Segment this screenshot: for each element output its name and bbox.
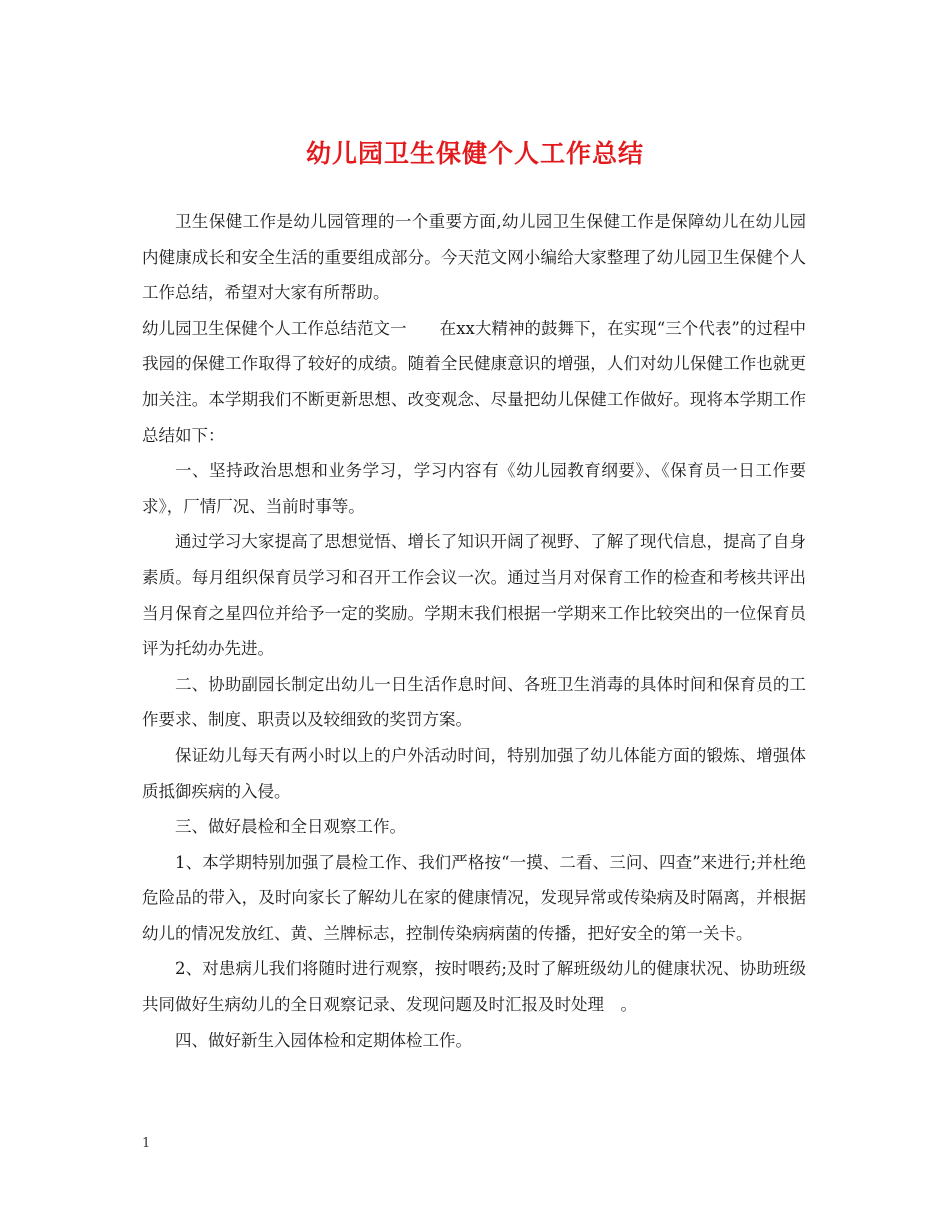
paragraph-sample-one: 幼儿园卫生保健个人工作总结范文一 在xx大精神的鼓舞下，在实现“三个代表”的过程中我园的保健工作取得了较好的成绩。随着全民健康意识的增强，人们对幼儿保健工作也就更加关注。本学期我们不断更新思想、改变观念、尽量把幼儿保健工作做好。现将本学期工作总结如下：	[142, 318, 806, 445]
paragraph-section-3-item-1: 1、本学期特别加强了晨检工作、我们严格按“一摸、二看、三问、四查”来进行;并杜绝危险品的带入，及时向家长了解幼儿在家的健康情况，发现异常或传染病及时隔离，并根据幼儿的情况发放红、黄、兰牌标志，控制传染病病菌的传播，把好安全的第一关卡。	[142, 852, 806, 943]
paragraph-intro: 卫生保健工作是幼儿园管理的一个重要方面,幼儿园卫生保健工作是保障幼儿在幼儿园内健康成长和安全生活的重要组成部分。今天范文网小编给大家整理了幼儿园卫生保健个人工作总结，希望对大家有所帮助。	[142, 212, 806, 303]
document-title: 幼儿园卫生保健个人工作总结	[305, 139, 644, 168]
paragraph-section-3: 三、做好晨检和全日观察工作。	[175, 817, 406, 837]
paragraph-section-2: 二、协助副园长制定出幼儿一日生活作息时间、各班卫生消毒的具体时间和保育员的工作要求、制度、职责以及较细致的奖罚方案。	[142, 674, 806, 730]
paragraph-section-1-detail: 通过学习大家提高了思想觉悟、增长了知识开阔了视野、了解了现代信息，提高了自身素质。每月组织保育员学习和召开工作会议一次。通过当月对保育工作的检查和考核共评出当月保育之星四位并给予一定的奖励。学期末我们根据一学期来工作比较突出的一位保育员评为托幼办先进。	[142, 532, 806, 659]
paragraph-section-4: 四、做好新生入园体检和定期体检工作。	[175, 1030, 472, 1050]
paragraph-section-1: 一、坚持政治思想和业务学习，学习内容有《幼儿园教育纲要》、《保育员一日工作要求》，厂情厂况、当前时事等。	[142, 461, 806, 516]
paragraph-section-2-detail: 保证幼儿每天有两小时以上的户外活动时间，特别加强了幼儿体能方面的锻炼、增强体质抵御疾病的入侵。	[142, 745, 806, 801]
page-number: 1	[142, 1136, 151, 1151]
paragraph-section-3-item-2: 2、对患病儿我们将随时进行观察，按时喂药;及时了解班级幼儿的健康状况、协助班级共同做好生病幼儿的全日观察记录、发现问题及时汇报及时处理 。	[142, 959, 806, 1015]
document-body	[142, 204, 806, 1058]
